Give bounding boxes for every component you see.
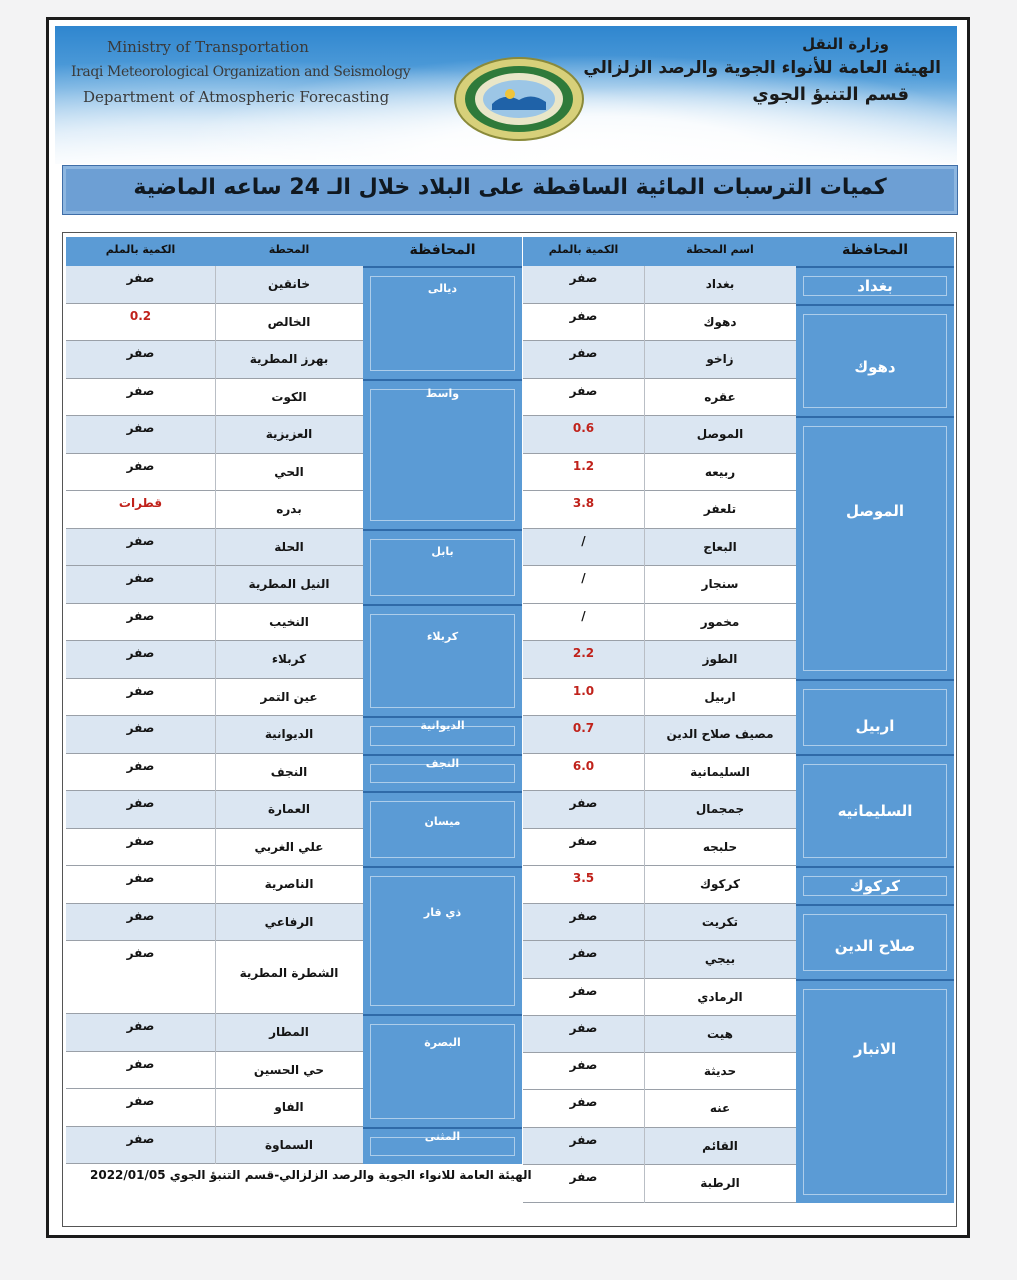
governorate-name: بغداد bbox=[857, 277, 893, 295]
precipitation-amount: صفر bbox=[126, 721, 155, 735]
station-name: عين التمر bbox=[260, 689, 318, 704]
governorate-name: الانبار bbox=[853, 1039, 897, 1058]
station-name: السماوة bbox=[265, 1137, 313, 1152]
governorate-name: كربلاء bbox=[426, 629, 459, 643]
governorate-name: واسط bbox=[425, 386, 460, 400]
station-name: بيجي bbox=[704, 952, 736, 966]
amount-column-header: الكمية بالملم bbox=[548, 243, 619, 256]
precipitation-amount: صفر bbox=[126, 571, 155, 585]
precipitation-amount: 3.8 bbox=[572, 496, 595, 510]
footer-source-date: الهيئة العامة للانواء الجوية والرصد الزلزالي-قسم التنبؤ الجوي 2022/01/05 bbox=[90, 1168, 532, 1182]
precipitation-amount: صفر bbox=[126, 683, 155, 698]
precipitation-amount: صفر bbox=[569, 1020, 598, 1035]
precipitation-amount: صفر bbox=[126, 796, 155, 810]
governorate-cell bbox=[363, 754, 522, 792]
governorate-name: الديوانية bbox=[420, 719, 465, 732]
governorate-cell bbox=[363, 791, 522, 866]
governorate-cell-border bbox=[370, 389, 515, 521]
precipitation-amount: صفر bbox=[126, 346, 155, 360]
governorate-column-header: المحافظة bbox=[409, 242, 476, 258]
precipitation-amount: صفر bbox=[569, 983, 598, 998]
station-name: السليمانية bbox=[690, 764, 750, 779]
department-name-ar: قسم التنبؤ الجوي bbox=[752, 84, 909, 105]
precipitation-amount: صفر bbox=[569, 1057, 598, 1072]
station-name: دهوك bbox=[703, 314, 737, 329]
station-name: سنجار bbox=[701, 577, 739, 591]
station-name: الفاو bbox=[274, 1100, 304, 1114]
governorate-cell bbox=[796, 266, 954, 304]
station-name: الرطبة bbox=[700, 1176, 740, 1190]
governorate-name: صلاح الدين bbox=[834, 936, 916, 955]
station-name: الشطرة المطرية bbox=[239, 966, 339, 980]
governorate-cell-border bbox=[370, 801, 515, 858]
governorate-name: المثنى bbox=[424, 1129, 461, 1143]
governorate-cell bbox=[363, 266, 522, 379]
governorate-name: كركوك bbox=[850, 877, 900, 895]
station-name: مصيف صلاح الدين bbox=[666, 727, 774, 741]
station-name: النجف bbox=[270, 764, 308, 779]
governorate-name: ميسان bbox=[424, 815, 461, 828]
precipitation-amount: 0.2 bbox=[129, 308, 152, 323]
precipitation-amount: صفر bbox=[569, 946, 598, 960]
governorate-cell bbox=[363, 529, 522, 604]
station-name: خانقين bbox=[268, 277, 310, 291]
governorate-name: البصرة bbox=[424, 1036, 461, 1049]
organization-name-en: Iraqi Meteorological Organization and Seismology bbox=[71, 64, 411, 80]
precipitation-amount: 0.7 bbox=[572, 721, 595, 735]
station-name: الطوز bbox=[702, 652, 738, 666]
governorate-cell-border bbox=[370, 876, 515, 1006]
department-name-en: Department of Atmospheric Forecasting bbox=[83, 88, 390, 106]
station-name: حي الحسين bbox=[253, 1062, 325, 1077]
station-name: الكوت bbox=[271, 389, 307, 404]
station-name: البعاج bbox=[703, 539, 737, 554]
station-name: عقره bbox=[704, 389, 736, 404]
governorate-cell bbox=[363, 866, 522, 1014]
precipitation-amount: صفر bbox=[126, 946, 155, 960]
governorate-name: اربيل bbox=[855, 716, 895, 735]
precipitation-amount: صفر bbox=[126, 608, 155, 623]
column-divider bbox=[215, 266, 216, 1164]
precipitation-amount: صفر bbox=[569, 1095, 598, 1109]
station-name: المطار bbox=[269, 1025, 309, 1039]
station-name: الموصل bbox=[696, 427, 744, 441]
precipitation-amount: صفر bbox=[126, 833, 155, 848]
precipitation-amount: 2.2 bbox=[572, 646, 595, 660]
governorate-cell bbox=[796, 866, 954, 904]
precipitation-amount: صفر bbox=[569, 308, 598, 323]
precipitation-amount: صفر bbox=[126, 758, 155, 773]
station-name: ربيعه bbox=[704, 464, 736, 479]
precipitation-amount: صفر bbox=[126, 383, 155, 398]
governorate-name: الموصل bbox=[845, 502, 905, 520]
precipitation-amount: صفر bbox=[569, 1132, 598, 1147]
precipitation-amount: صفر bbox=[126, 1094, 155, 1108]
precipitation-amount: صفر bbox=[126, 533, 155, 548]
precipitation-amount: صفر bbox=[126, 1056, 155, 1071]
governorate-column-header: المحافظة bbox=[841, 242, 909, 258]
governorate-cell bbox=[796, 416, 954, 679]
precipitation-amount: قطرات bbox=[118, 496, 163, 510]
precipitation-amount: / bbox=[581, 571, 586, 585]
station-name: الحي bbox=[274, 464, 304, 479]
governorate-name: بابل bbox=[431, 544, 454, 558]
organization-logo bbox=[452, 56, 586, 142]
precipitation-amount: / bbox=[581, 533, 586, 548]
station-name: كركوك bbox=[700, 877, 740, 891]
precipitation-amount: صفر bbox=[569, 833, 598, 848]
station-name: حلبجه bbox=[702, 839, 738, 854]
station-name: الحلة bbox=[274, 539, 304, 554]
precipitation-amount: صفر bbox=[126, 458, 155, 473]
governorate-name: ذي قار bbox=[423, 906, 462, 919]
governorate-name: النجف bbox=[425, 756, 460, 770]
station-name: الناصرية bbox=[264, 877, 314, 891]
governorate-cell-border bbox=[803, 426, 947, 671]
precipitation-amount: 1.2 bbox=[572, 458, 595, 473]
station-name: العزيزية bbox=[265, 427, 313, 441]
station-column-header: اسم المحطة bbox=[686, 243, 754, 256]
station-name: زاخو bbox=[706, 352, 734, 366]
precipitation-amount: صفر bbox=[126, 421, 155, 435]
organization-name-ar: الهيئة العامة للأنواء الجوية والرصد الزلزالي bbox=[583, 58, 941, 78]
governorate-name: دهوك bbox=[854, 357, 896, 376]
station-name: الرمادي bbox=[697, 989, 743, 1004]
column-divider bbox=[644, 266, 645, 1203]
precipitation-amount: 1.0 bbox=[572, 683, 595, 698]
station-name: حديثة bbox=[703, 1063, 737, 1078]
precipitation-amount: صفر bbox=[126, 1131, 155, 1146]
station-name: بغداد bbox=[705, 277, 735, 291]
governorate-cell bbox=[363, 1014, 522, 1127]
precipitation-amount: صفر bbox=[569, 908, 598, 923]
precipitation-amount: / bbox=[581, 608, 586, 623]
station-column-header: المحطة bbox=[268, 243, 310, 256]
governorate-cell bbox=[363, 716, 522, 754]
governorate-cell bbox=[796, 754, 954, 867]
governorate-name: ديالى bbox=[427, 282, 458, 295]
precipitation-amount: صفر bbox=[569, 796, 598, 810]
precipitation-amount: صفر bbox=[126, 646, 155, 660]
precipitation-amount: صفر bbox=[126, 271, 155, 285]
station-name: الديوانية bbox=[264, 727, 314, 741]
governorate-cell bbox=[796, 979, 954, 1203]
governorate-cell bbox=[796, 904, 954, 979]
report-title: كميات الترسبات المائية الساقطة على البلاد خلال الـ 24 ساعه الماضية bbox=[133, 175, 887, 200]
ministry-name-ar: وزارة النقل bbox=[802, 35, 889, 53]
precipitation-amount: صفر bbox=[126, 871, 155, 885]
station-name: مخمور bbox=[700, 614, 740, 629]
station-name: النيل المطرية bbox=[248, 577, 330, 591]
governorate-cell bbox=[796, 679, 954, 754]
station-name: بهرز المطرية bbox=[249, 352, 329, 366]
station-name: اربيل bbox=[704, 689, 736, 704]
station-name: عنه bbox=[709, 1101, 731, 1115]
precipitation-amount: صفر bbox=[126, 1019, 155, 1033]
precipitation-amount: صفر bbox=[569, 271, 598, 285]
governorate-name: السليمانيه bbox=[837, 801, 913, 820]
precipitation-amount: 3.5 bbox=[572, 871, 595, 885]
station-name: تلعفر bbox=[703, 502, 737, 516]
station-name: النخيب bbox=[269, 614, 309, 629]
station-name: جمجمال bbox=[695, 802, 745, 816]
station-name: هيت bbox=[707, 1026, 733, 1041]
precipitation-amount: صفر bbox=[569, 346, 598, 360]
governorate-cell bbox=[363, 1127, 522, 1165]
governorate-cell bbox=[363, 379, 522, 529]
governorate-cell-border bbox=[803, 989, 947, 1195]
precipitation-amount: صفر bbox=[569, 1170, 598, 1184]
governorate-cell-border bbox=[370, 614, 515, 709]
station-name: الرفاعي bbox=[264, 914, 314, 929]
governorate-cell bbox=[796, 304, 954, 417]
station-name: الخالص bbox=[267, 314, 311, 329]
station-name: العمارة bbox=[268, 802, 310, 816]
precipitation-amount: 6.0 bbox=[572, 758, 595, 773]
amount-column-header: الكمية بالملم bbox=[105, 243, 176, 256]
station-name: علي الغربي bbox=[254, 839, 324, 854]
station-name: بدره bbox=[276, 502, 302, 516]
precipitation-amount: صفر bbox=[569, 383, 598, 398]
station-name: كربلاء bbox=[271, 652, 307, 666]
report-title-bar bbox=[62, 165, 958, 215]
ministry-name-en: Ministry of Transportation bbox=[107, 38, 309, 56]
station-name: القائم bbox=[702, 1138, 738, 1153]
governorate-cell bbox=[363, 604, 522, 717]
precipitation-amount: 0.6 bbox=[572, 421, 595, 435]
precipitation-amount: صفر bbox=[126, 908, 155, 923]
station-name: تكريت bbox=[701, 914, 739, 929]
